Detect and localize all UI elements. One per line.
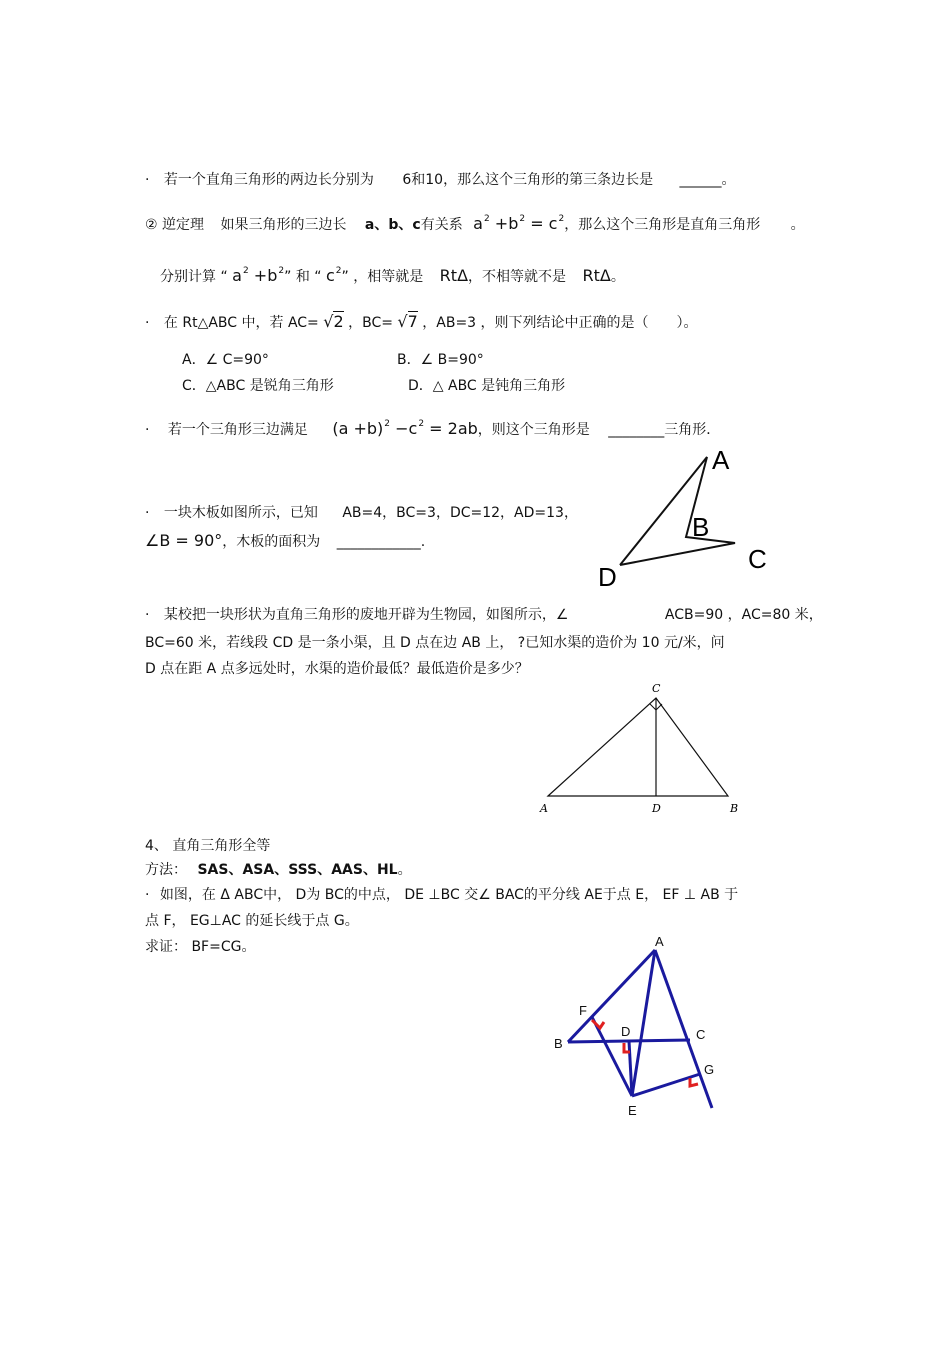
option-c: C．△ABC 是锐角三角形 — [182, 378, 334, 394]
question-5-line-1: · 某校把一块形状为直角三角形的废地开辟为生物园，如图所示，∠ ACB=90 ，AC=80 米， — [145, 607, 823, 623]
label-e: E — [628, 1103, 637, 1118]
bullet: · — [145, 422, 150, 438]
sqrt-7: √7 — [397, 312, 418, 331]
question-1: · 若一个直角三角形的两边长分别为 6和10，那么这个三角形的第三条边长是 ______。 — [145, 172, 736, 188]
label-a: A — [655, 934, 664, 949]
converse-theorem: ② 逆定理 如果三角形的三边长 a、b、c有关系 $a^2 +b^2 = c^2$，那么这个三角形是直角三角形 。 — [145, 214, 805, 233]
label-c: C — [748, 544, 767, 574]
question-2: · 在 Rt△ABC 中，若 AC= √2 ，BC= √7 ，AB=3 ，则下列结论中正确的是（ ）。 — [145, 312, 698, 331]
label-d: D — [621, 1024, 631, 1039]
label-b: B — [692, 512, 710, 542]
prove-statement: 求证： BF=CG。 — [145, 939, 256, 955]
sqrt-2: √2 — [323, 312, 344, 331]
question-6-line-1: · 如图，在 Δ ABC中， D为 BC的中点， DE ⊥BC 交∠ BAC的平分线 AE于点 E， EF ⊥ AB 于 — [145, 887, 739, 903]
question-6-line-2: 点 F， EG⊥AC 的延长线于点 G。 — [145, 913, 359, 929]
option-b: B．∠ B=90° — [397, 352, 484, 368]
right-angle-marks — [592, 1020, 698, 1086]
label-c: C — [652, 682, 661, 695]
answer-blank: ________ — [608, 422, 665, 438]
expression: $(a +b)^2 -c^2 = 2ab$ — [332, 419, 478, 438]
label-d: D — [598, 562, 617, 590]
board-figure — [590, 440, 790, 590]
question-5-line-3: D 点在距 A 点多远处时，水渠的造价最低？最低造价是多少？ — [145, 661, 529, 677]
methods-line: 方法： SAS、ASA、SSS、AAS、HL。 — [145, 862, 412, 878]
bullet: · — [145, 607, 150, 623]
label-b: B — [730, 802, 739, 815]
label-a: A — [712, 445, 730, 475]
section-title: 4、 直角三角形全等 — [145, 838, 271, 854]
bisector-figure — [548, 930, 748, 1125]
label-c: C — [696, 1027, 706, 1042]
label-d: D — [652, 802, 661, 815]
label-a: A — [540, 802, 548, 815]
question-4: · 一块木板如图所示，已知 AB=4，BC=3，DC=12，AD=13， — [145, 505, 578, 521]
garden-figure — [530, 678, 750, 818]
option-a: A．∠ C=90° — [182, 352, 269, 368]
triangle-abc — [548, 698, 728, 796]
bullet: · — [145, 887, 150, 903]
option-d: D．△ ABC 是钝角三角形 — [408, 378, 566, 394]
bullet: · — [145, 315, 150, 331]
question-3: · 若一个三角形三边满足 $(a +b)^2 -c^2 = 2ab$，则这个三角形是 ________三角形． — [145, 419, 721, 438]
bullet: · — [145, 505, 150, 521]
question-5-line-2: BC=60 米，若线段 CD 是一条小渠，且 D 点在边 AB 上， ?已知水渠的造价为 10 元/米，问 — [145, 635, 725, 651]
label-g: G — [704, 1062, 715, 1077]
pythagorean-equation: $a^2 +b^2 = c^2$ — [473, 214, 565, 233]
compute-hint: 分别计算 “ $a^2 +b^2$” 和 “ $c^2$” ，相等就是 RtΔ，不相等就不是 RtΔ。 — [160, 266, 625, 285]
question-4-line-2: ∠B = 90°，木板的面积为 ____________. — [145, 531, 426, 550]
label-f: F — [579, 1003, 587, 1018]
answer-blank: ____________ — [336, 534, 421, 550]
answer-blank: ______ — [679, 172, 722, 188]
label-b: B — [554, 1036, 563, 1051]
bullet: · — [145, 172, 150, 188]
